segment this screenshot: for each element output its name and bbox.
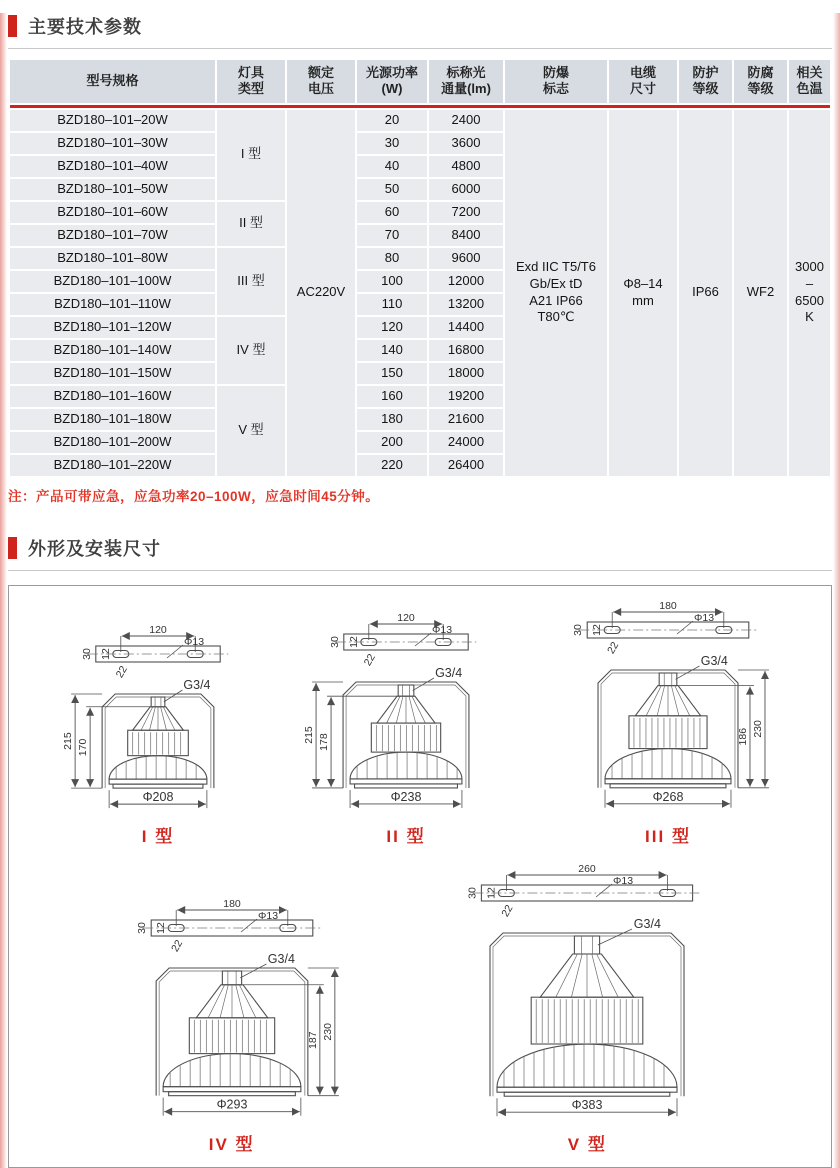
figure-4 <box>116 892 348 1165</box>
cell-flux: 6000 <box>429 179 503 200</box>
cell-model: BZD180–101–220W <box>10 455 215 476</box>
svg-text:Φ13: Φ13 <box>257 909 278 922</box>
technical-drawing <box>303 606 509 822</box>
cell-power: 150 <box>357 363 427 384</box>
cell-model: BZD180–101–180W <box>10 409 215 430</box>
svg-text:Φ13: Φ13 <box>694 611 715 624</box>
cell-voltage: AC220V <box>287 110 355 476</box>
cell-flux: 26400 <box>429 455 503 476</box>
cell-power: 20 <box>357 110 427 131</box>
column-header: 型号规格 <box>10 60 215 103</box>
svg-text:Φ13: Φ13 <box>184 635 205 648</box>
svg-text:30: 30 <box>328 635 341 648</box>
cell-flux: 3600 <box>429 133 503 154</box>
cell-model: BZD180–101–150W <box>10 363 215 384</box>
spec-table <box>8 58 832 478</box>
cell-power: 200 <box>357 432 427 453</box>
cell-lamp-type: I 型 <box>217 110 285 200</box>
cell-flux: 18000 <box>429 363 503 384</box>
cell-flux: 21600 <box>429 409 503 430</box>
section-title-text: 主要技术参数 <box>28 17 142 37</box>
svg-text:12: 12 <box>154 921 167 934</box>
svg-text:215: 215 <box>62 731 75 750</box>
column-header: 灯具 类型 <box>217 60 285 103</box>
cell-flux: 14400 <box>429 317 503 338</box>
lamp-front-view-drawing <box>598 654 769 808</box>
cell-power: 160 <box>357 386 427 407</box>
svg-text:G3/4: G3/4 <box>435 665 463 680</box>
cell-cable-size: Φ8–14 mm <box>609 110 677 476</box>
mounting-bracket-drawing <box>572 600 757 656</box>
figure-1 <box>62 618 254 857</box>
svg-text:12: 12 <box>485 886 498 899</box>
datasheet-page <box>0 13 840 1168</box>
column-header: 光源功率 (W) <box>357 60 427 103</box>
figure-2 <box>303 606 509 857</box>
red-accent-bar <box>8 15 17 37</box>
cell-flux: 4800 <box>429 156 503 177</box>
cell-model: BZD180–101–80W <box>10 248 215 269</box>
figures-row-2 <box>13 857 827 1165</box>
svg-text:22: 22 <box>361 651 378 668</box>
svg-text:260: 260 <box>578 862 597 875</box>
svg-text:170: 170 <box>77 738 90 756</box>
mounting-bracket-drawing <box>81 624 228 680</box>
svg-text:Φ293: Φ293 <box>216 1097 248 1112</box>
cell-power: 60 <box>357 202 427 223</box>
cell-model: BZD180–101–140W <box>10 340 215 361</box>
cell-power: 220 <box>357 455 427 476</box>
section-title-dimensions <box>8 535 832 571</box>
svg-text:186: 186 <box>736 727 749 745</box>
technical-drawing <box>116 892 348 1130</box>
cell-lamp-type: V 型 <box>217 386 285 476</box>
cell-lamp-type: III 型 <box>217 248 285 315</box>
cell-flux: 19200 <box>429 386 503 407</box>
svg-text:30: 30 <box>135 921 148 934</box>
svg-text:Φ13: Φ13 <box>432 623 453 636</box>
cell-model: BZD180–101–50W <box>10 179 215 200</box>
cell-model: BZD180–101–60W <box>10 202 215 223</box>
cell-power: 50 <box>357 179 427 200</box>
cell-model: BZD180–101–20W <box>10 110 215 131</box>
table-header-row <box>10 60 830 103</box>
cell-flux: 13200 <box>429 294 503 315</box>
figure-label: II 型 <box>386 826 426 846</box>
technical-drawing <box>450 857 724 1130</box>
cell-power: 140 <box>357 340 427 361</box>
cell-flux: 24000 <box>429 432 503 453</box>
svg-text:G3/4: G3/4 <box>183 677 211 692</box>
dimension-drawings-panel <box>8 585 832 1168</box>
column-header: 相关 色温 <box>789 60 830 103</box>
cell-explosion-mark: Exd IIC T5/T6 Gb/Ex tD A21 IP66 T80℃ <box>505 110 607 476</box>
svg-text:180: 180 <box>659 599 677 612</box>
header-divider-redline <box>10 105 830 108</box>
cell-model: BZD180–101–30W <box>10 133 215 154</box>
svg-text:22: 22 <box>499 902 516 919</box>
figure-label: V 型 <box>567 1134 607 1154</box>
column-header: 防爆 标志 <box>505 60 607 103</box>
cell-color-temperature: 3000 – 6500 K <box>789 110 830 476</box>
cell-power: 70 <box>357 225 427 246</box>
svg-text:230: 230 <box>751 719 764 738</box>
cell-model: BZD180–101–200W <box>10 432 215 453</box>
svg-text:Φ13: Φ13 <box>613 874 634 887</box>
red-accent-bar <box>8 537 17 559</box>
svg-text:G3/4: G3/4 <box>267 951 295 966</box>
svg-text:30: 30 <box>466 886 479 899</box>
column-header: 防护 等级 <box>679 60 732 103</box>
svg-text:180: 180 <box>222 897 241 910</box>
svg-text:178: 178 <box>318 732 331 751</box>
cell-flux: 16800 <box>429 340 503 361</box>
section-title-parameters <box>8 13 832 49</box>
svg-text:120: 120 <box>397 611 415 624</box>
technical-drawing <box>62 618 254 822</box>
figure-5 <box>450 857 724 1165</box>
cell-power: 30 <box>357 133 427 154</box>
column-header: 电缆 尺寸 <box>609 60 677 103</box>
cell-power: 110 <box>357 294 427 315</box>
figures-row-1 <box>13 594 827 857</box>
svg-text:Φ268: Φ268 <box>652 789 684 804</box>
mounting-bracket-drawing <box>136 898 321 954</box>
lamp-front-view-drawing <box>303 666 469 808</box>
cell-lamp-type: IV 型 <box>217 317 285 384</box>
svg-text:22: 22 <box>168 937 185 954</box>
svg-text:230: 230 <box>321 1022 334 1041</box>
cell-power: 180 <box>357 409 427 430</box>
cell-model: BZD180–101–160W <box>10 386 215 407</box>
column-header: 额定 电压 <box>287 60 355 103</box>
column-header: 标称光 通量(lm) <box>429 60 503 103</box>
svg-text:Φ238: Φ238 <box>390 789 422 804</box>
svg-text:30: 30 <box>80 647 93 660</box>
svg-text:120: 120 <box>149 623 167 636</box>
svg-text:22: 22 <box>113 663 130 680</box>
lamp-front-view-drawing <box>156 952 339 1116</box>
cell-lamp-type: II 型 <box>217 202 285 246</box>
svg-text:187: 187 <box>306 1030 319 1049</box>
cell-flux: 9600 <box>429 248 503 269</box>
figure-label: IV 型 <box>208 1134 255 1154</box>
cell-model: BZD180–101–120W <box>10 317 215 338</box>
svg-text:Φ383: Φ383 <box>571 1097 603 1112</box>
svg-text:12: 12 <box>99 647 112 660</box>
column-header: 防腐 等级 <box>734 60 787 103</box>
cell-power: 100 <box>357 271 427 292</box>
cell-power: 80 <box>357 248 427 269</box>
cell-model: BZD180–101–100W <box>10 271 215 292</box>
table-row <box>10 110 830 131</box>
svg-text:215: 215 <box>303 725 316 744</box>
figure-label: III 型 <box>645 826 691 846</box>
cell-flux: 2400 <box>429 110 503 131</box>
cell-flux: 7200 <box>429 202 503 223</box>
emergency-note: 注：产品可带应急，应急功率20–100W，应急时间45分钟。 <box>8 488 380 504</box>
cell-model: BZD180–101–110W <box>10 294 215 315</box>
technical-drawing <box>558 594 778 822</box>
svg-text:G3/4: G3/4 <box>700 653 728 668</box>
svg-text:12: 12 <box>347 635 360 648</box>
lamp-front-view-drawing <box>62 678 214 808</box>
cell-model: BZD180–101–70W <box>10 225 215 246</box>
svg-text:30: 30 <box>572 623 585 636</box>
svg-text:Φ208: Φ208 <box>142 789 174 804</box>
cell-flux: 12000 <box>429 271 503 292</box>
svg-text:G3/4: G3/4 <box>634 916 662 931</box>
figure-3 <box>558 594 778 857</box>
cell-power: 40 <box>357 156 427 177</box>
lamp-front-view-drawing <box>490 917 684 1116</box>
cell-protection-rating: IP66 <box>679 110 732 476</box>
cell-flux: 8400 <box>429 225 503 246</box>
svg-text:12: 12 <box>591 623 604 636</box>
svg-text:22: 22 <box>605 639 622 656</box>
cell-anticorrosion-rating: WF2 <box>734 110 787 476</box>
section-title-text: 外形及安装尺寸 <box>28 538 161 559</box>
cell-power: 120 <box>357 317 427 338</box>
cell-model: BZD180–101–40W <box>10 156 215 177</box>
figure-label: I 型 <box>141 826 175 846</box>
mounting-bracket-drawing <box>467 863 701 919</box>
mounting-bracket-drawing <box>329 612 476 668</box>
